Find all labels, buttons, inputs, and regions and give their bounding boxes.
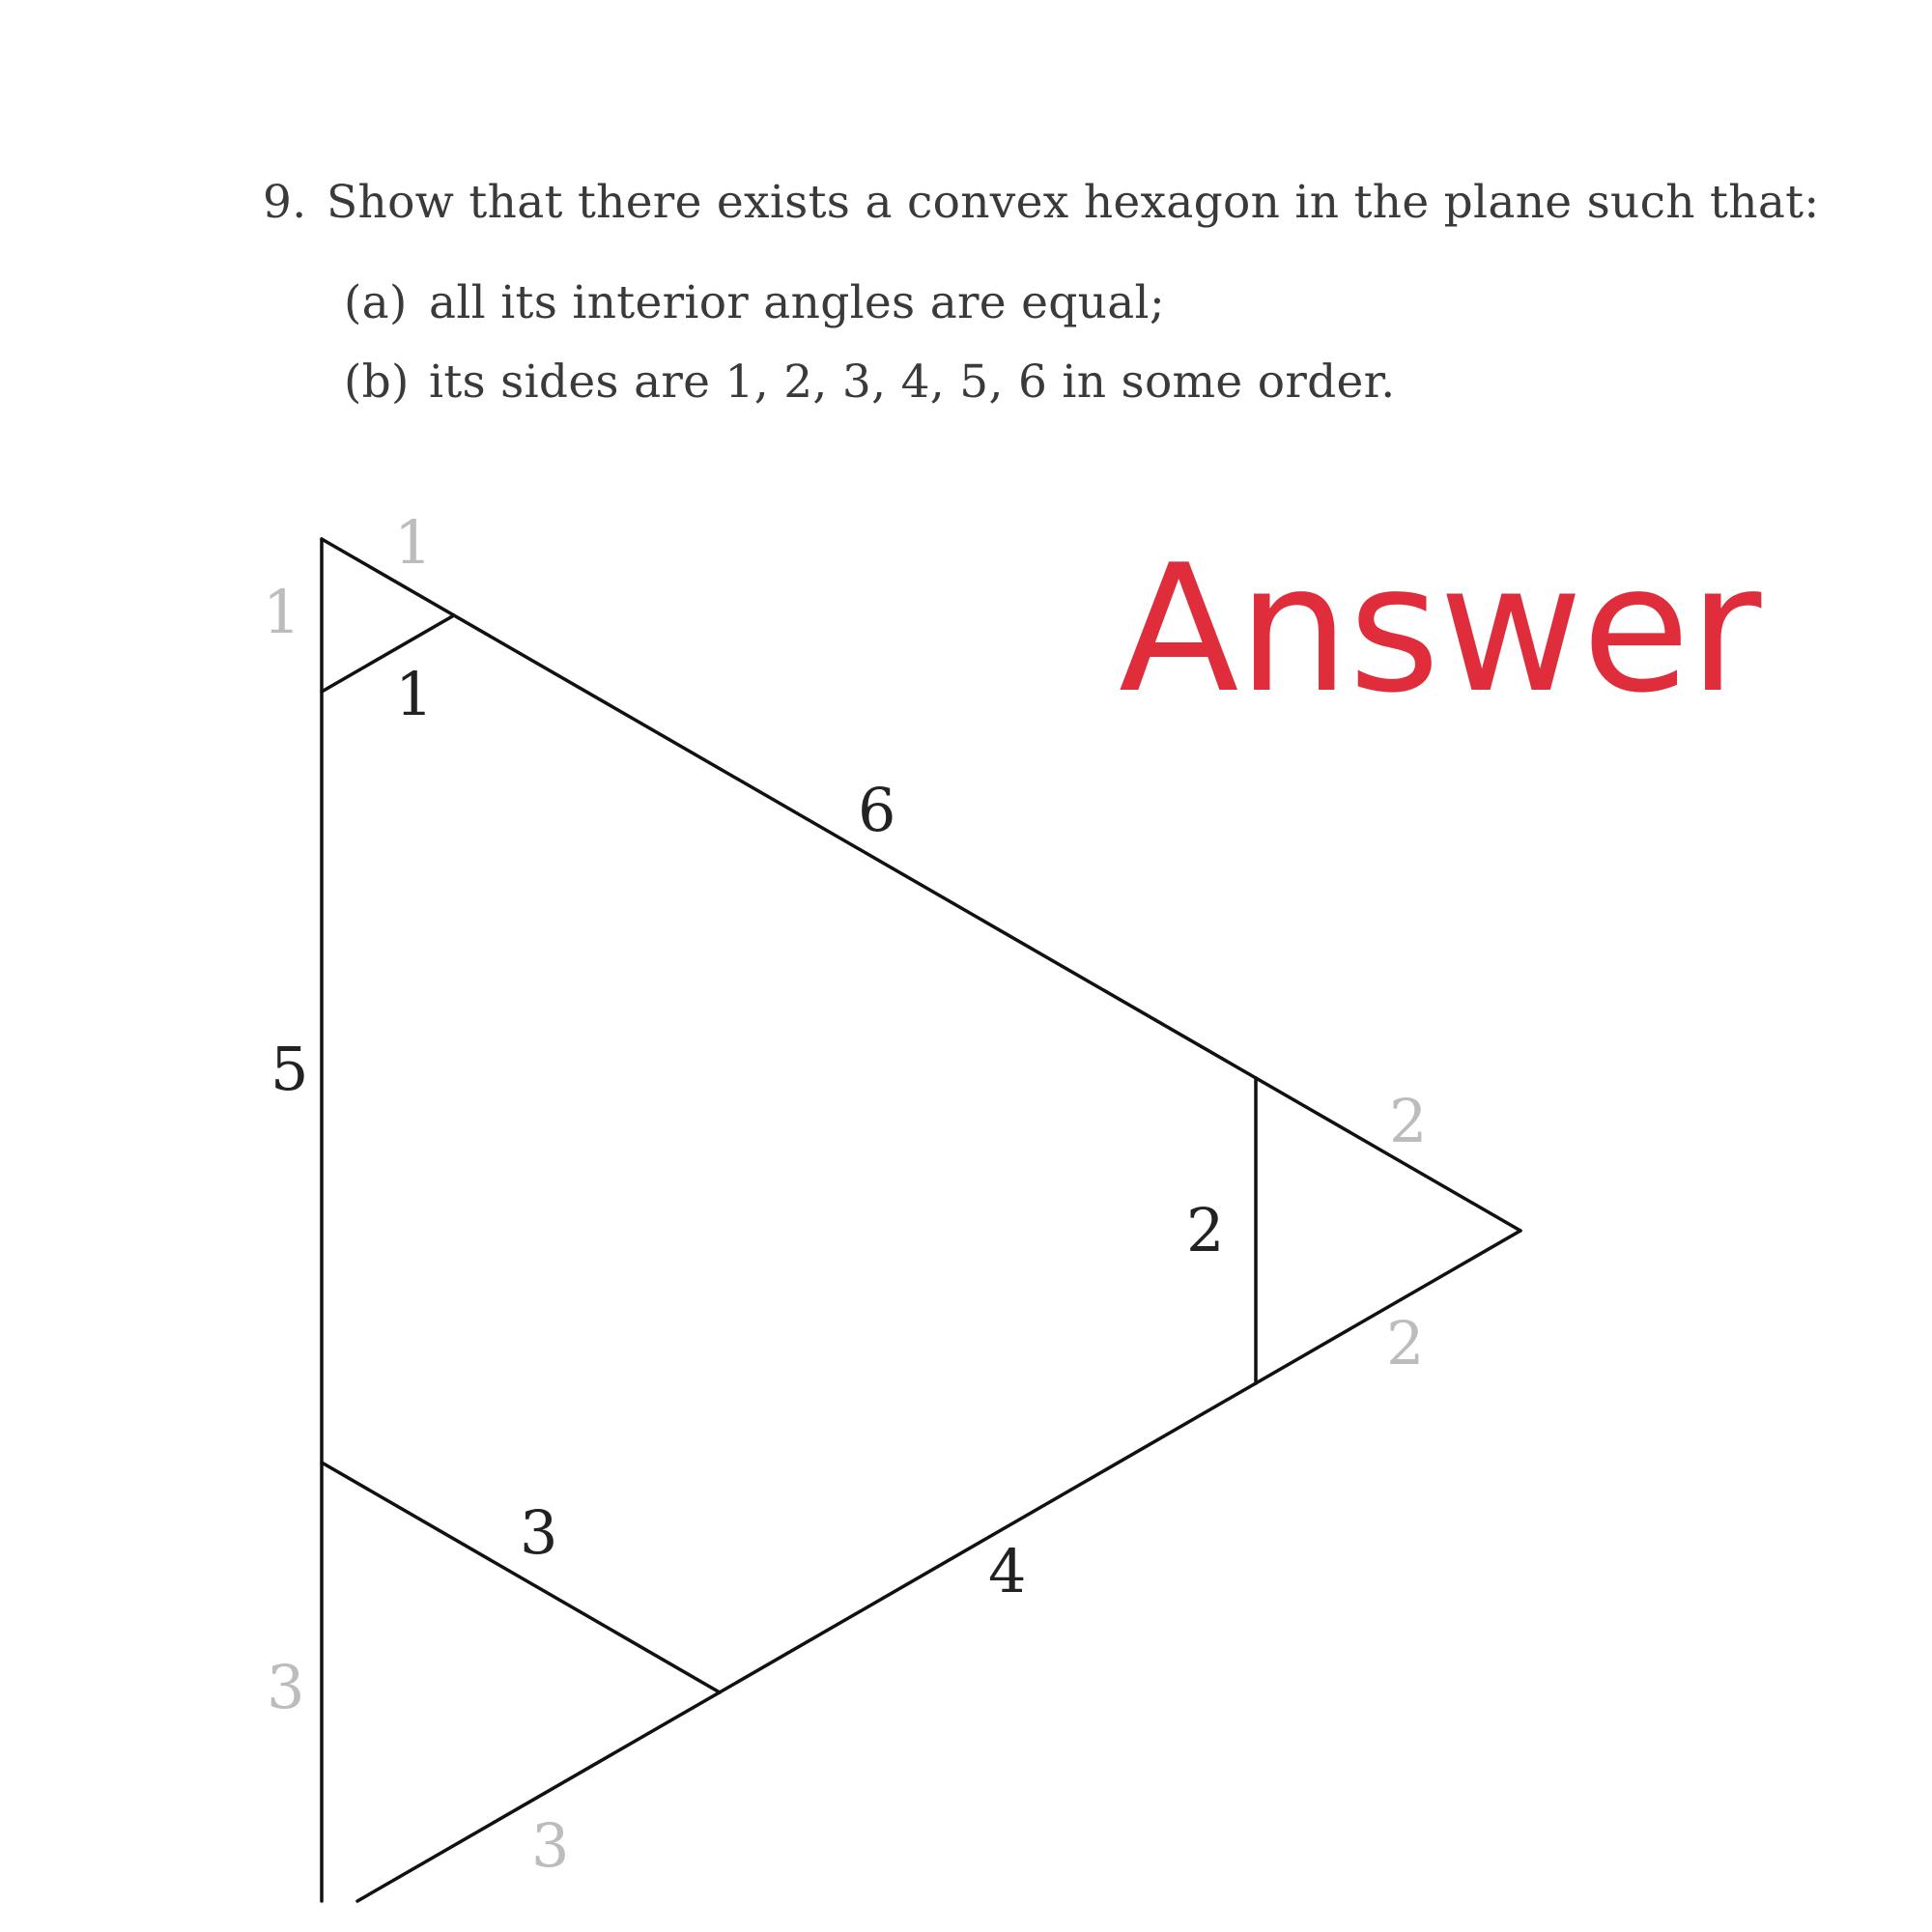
- corner-label-top-left: 1: [263, 577, 301, 647]
- hexagon-side-label-3: 3: [520, 1497, 558, 1568]
- problem-stem-text: Show that there exists a convex hexagon in the plane such that:: [327, 176, 1820, 229]
- corner-label-bottom-left: 3: [267, 1652, 305, 1722]
- hexagon-side-label-2: 2: [1186, 1195, 1225, 1265]
- hexagon-side-label-6: 6: [858, 775, 896, 845]
- hexagon-side-label-4: 4: [988, 1536, 1027, 1606]
- part-a-text: all its interior angles are equal;: [429, 276, 1165, 329]
- answer-heading: Answer: [1119, 526, 1761, 731]
- hexagon-side-label-5: 5: [270, 1034, 309, 1104]
- corner-label-top-right: 1: [394, 507, 433, 578]
- problem-number: 9.: [263, 176, 307, 229]
- hexagon-side-label-1: 1: [395, 659, 434, 729]
- corner-label-bottom-right: 3: [531, 1810, 570, 1881]
- triangle-top-edge: [322, 539, 1520, 1231]
- corner-cut-top: [322, 615, 454, 692]
- corner-label-right-lower: 2: [1386, 1308, 1425, 1378]
- part-a-label: (a): [344, 276, 408, 329]
- part-b-text: its sides are 1, 2, 3, 4, 5, 6 in some order.: [429, 355, 1396, 409]
- corner-label-right-upper: 2: [1389, 1086, 1428, 1156]
- part-b-label: (b): [344, 355, 410, 409]
